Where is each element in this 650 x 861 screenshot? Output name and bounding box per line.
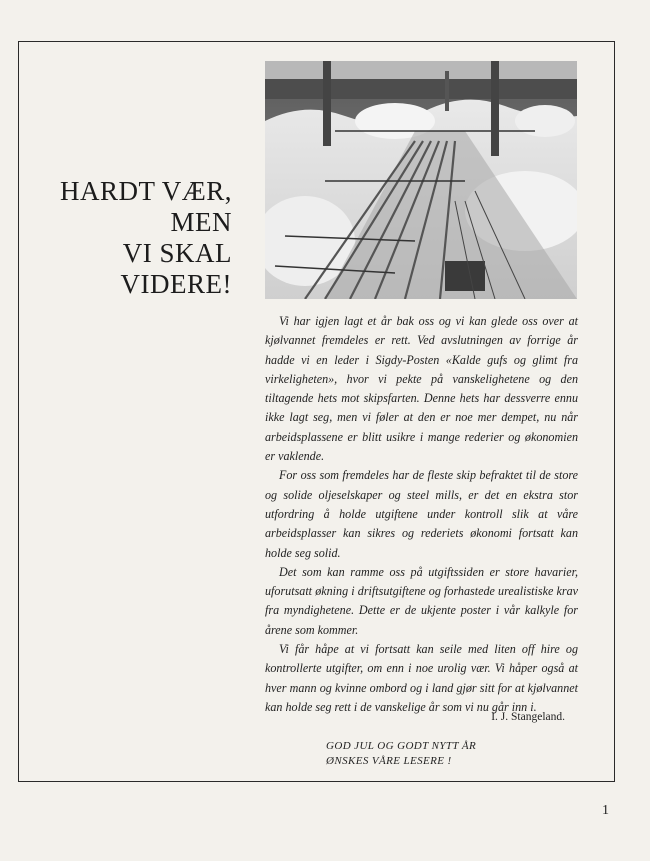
tanker-deck-in-heavy-seas-photo-icon bbox=[265, 61, 577, 299]
headline bbox=[60, 176, 232, 300]
headline-line: MEN bbox=[170, 207, 232, 237]
page-number: 1 bbox=[602, 803, 609, 818]
headline-line: HARDT VÆR, bbox=[59, 176, 232, 206]
body-paragraph: Vi har igjen lagt et år bak oss og vi kan glede oss over at kjølvannet fremdeles er rett. Ved avslutningen av forrige år hadde vi en leder i Sigdy-Posten «Kalde gufs og glimt fra virkeligheten», hvor vi pekte på vanskelighetene og den tiltagende hets mot skipsfarten. Denne hets har dessverre ennu ikke lagt seg, men vi føler at den er noe mer dempet, nu når arbeidsplassene er blitt usikre i mange rederier og økonomien er vaklende. bbox=[265, 314, 578, 464]
tanker-deck-photo bbox=[265, 61, 577, 299]
body-paragraph: Det som kan ramme oss på utgiftssiden er store havarier, uforutsatt økning i driftsutgiftene og forhastede urealistiske krav fra myndighetene. Dette er de ukjente poster i vår kalkyle for årene som kommer. bbox=[265, 564, 578, 637]
greeting-line: GOD JUL OG GODT NYTT ÅR bbox=[326, 740, 477, 752]
author-signature: I. J. Stangeland. bbox=[491, 711, 565, 723]
body-paragraph: For oss som fremdeles har de fleste skip befraktet til de store og solide oljeselskaper og steel mills, er det en ekstra stor utfordring å holde utgiftene under kontroll slik at våre arbeidsplasser kan sikres og rederiets økonomi fortsatt kan holde seg solid. bbox=[265, 468, 578, 560]
holiday-greeting bbox=[326, 739, 576, 769]
headline-line: VI SKAL bbox=[122, 238, 232, 268]
greeting-line: ØNSKES VÅRE LESERE ! bbox=[326, 755, 452, 767]
headline-line: VIDERE! bbox=[120, 269, 232, 299]
editorial-body bbox=[265, 312, 578, 717]
body-paragraph: Vi får håpe at vi fortsatt kan seile med liten off hire og kontrollerte utgifter, om enn i noe urolig vær. Vi håper også at hver mann og kvinne ombord og i land gjør sitt for at kjølvannet kan holde seg rett i de vanskelige år som vi nu går inn i. bbox=[265, 642, 578, 714]
